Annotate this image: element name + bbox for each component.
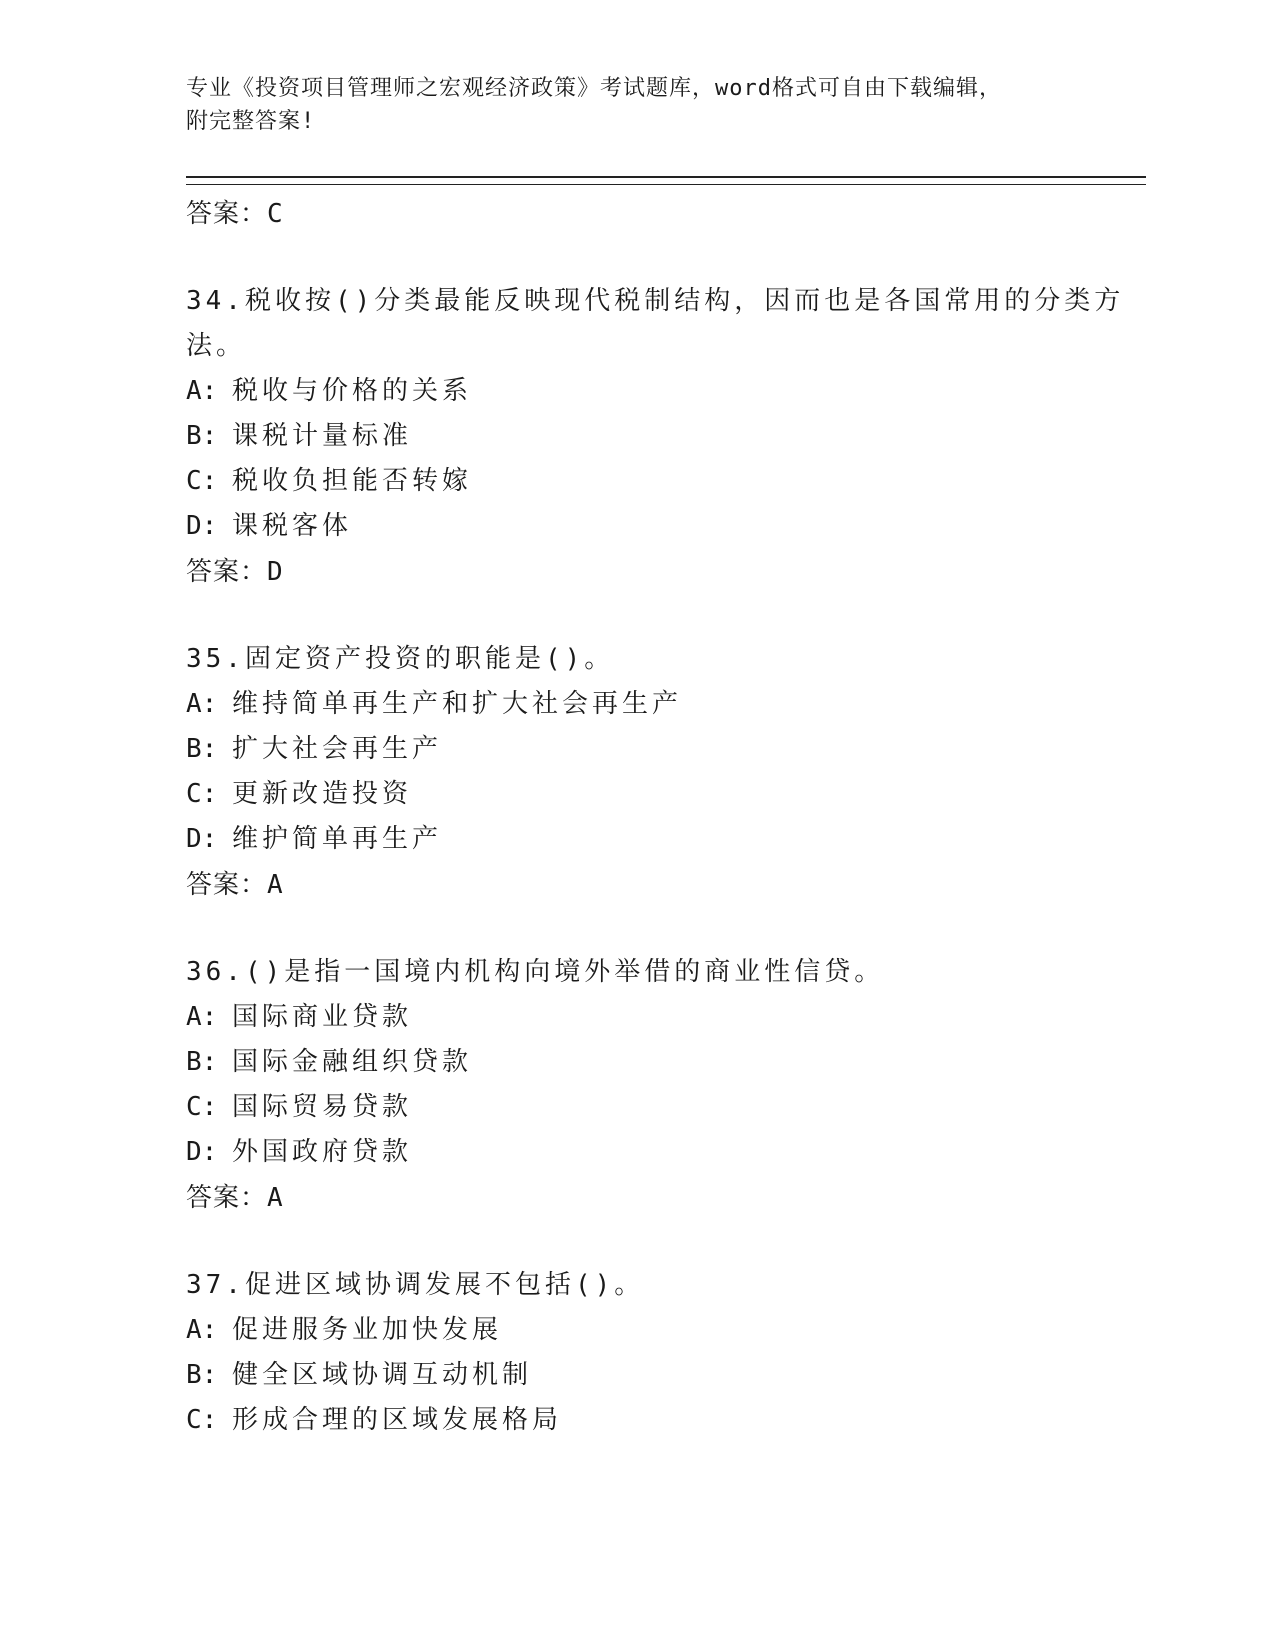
option-label: C: xyxy=(186,1405,218,1435)
option-label: D: xyxy=(186,511,218,541)
question-block xyxy=(186,1263,1146,1443)
answer-value: C xyxy=(267,199,284,229)
answer-value: A xyxy=(267,870,284,900)
question-list xyxy=(186,279,1146,1443)
question-option xyxy=(186,1353,1146,1398)
option-text: 课税计量标准 xyxy=(232,421,413,451)
document-page xyxy=(186,72,1146,1443)
question-option xyxy=(186,1130,1146,1175)
question-block xyxy=(186,950,1146,1221)
answer-prefix: 答案： xyxy=(186,1183,268,1213)
question-option xyxy=(186,504,1146,549)
document-header-line-1: 专业《投资项目管理师之宏观经济政策》考试题库，word格式可自由下载编辑， xyxy=(186,76,1002,101)
document-header-line-2: 附完整答案! xyxy=(186,109,316,134)
option-text: 健全区域协调互动机制 xyxy=(232,1360,533,1390)
question-stem: 37.促进区域协调发展不包括()。 xyxy=(186,1270,645,1300)
question-option xyxy=(186,1040,1146,1085)
question-option xyxy=(186,727,1146,772)
question-stem: 34.税收按()分类最能反映现代税制结构，因而也是各国常用的分类方法。 xyxy=(186,286,1125,361)
question-option xyxy=(186,1085,1146,1130)
option-text: 外国政府贷款 xyxy=(232,1137,413,1167)
option-label: A: xyxy=(186,689,218,719)
option-label: C: xyxy=(186,466,218,496)
answer-value: D xyxy=(267,557,284,587)
option-label: A: xyxy=(186,1315,218,1345)
question-option xyxy=(186,682,1146,727)
option-label: D: xyxy=(186,1137,218,1167)
question-option xyxy=(186,995,1146,1040)
answer-prefix: 答案： xyxy=(186,557,268,587)
question-option xyxy=(186,817,1146,862)
option-text: 国际金融组织贷款 xyxy=(232,1047,473,1077)
answer-line xyxy=(186,191,1146,237)
option-text: 促进服务业加快发展 xyxy=(232,1315,503,1345)
answer-line xyxy=(186,862,1146,908)
question-option xyxy=(186,772,1146,817)
answer-prefix: 答案： xyxy=(186,870,268,900)
option-label: B: xyxy=(186,1047,218,1077)
option-text: 税收与价格的关系 xyxy=(232,376,473,406)
option-label: B: xyxy=(186,1360,218,1390)
option-text: 课税客体 xyxy=(232,511,353,541)
question-option xyxy=(186,414,1146,459)
option-text: 维持简单再生产和扩大社会再生产 xyxy=(232,689,683,719)
option-label: B: xyxy=(186,734,218,764)
option-text: 税收负担能否转嫁 xyxy=(232,466,473,496)
option-label: D: xyxy=(186,824,218,854)
question-option xyxy=(186,1398,1146,1443)
answer-value: A xyxy=(267,1183,284,1213)
option-label: B: xyxy=(186,421,218,451)
question-block xyxy=(186,637,1146,908)
answer-prefix: 答案： xyxy=(186,199,268,229)
question-option xyxy=(186,459,1146,504)
option-label: C: xyxy=(186,1092,218,1122)
question-option xyxy=(186,369,1146,414)
option-label: C: xyxy=(186,779,218,809)
answer-line xyxy=(186,1175,1146,1221)
option-text: 国际贸易贷款 xyxy=(232,1092,413,1122)
option-text: 形成合理的区域发展格局 xyxy=(232,1405,563,1435)
answer-line xyxy=(186,549,1146,595)
question-stem: 35.固定资产投资的职能是()。 xyxy=(186,644,615,674)
option-text: 国际商业贷款 xyxy=(232,1002,413,1032)
header-divider xyxy=(186,176,1146,185)
question-option xyxy=(186,1308,1146,1353)
option-text: 扩大社会再生产 xyxy=(232,734,443,764)
question-stem: 36.()是指一国境内机构向境外举借的商业性信贷。 xyxy=(186,957,885,987)
option-label: A: xyxy=(186,376,218,406)
option-label: A: xyxy=(186,1002,218,1032)
option-text: 维护简单再生产 xyxy=(232,824,443,854)
question-block xyxy=(186,279,1146,595)
option-text: 更新改造投资 xyxy=(232,779,413,809)
